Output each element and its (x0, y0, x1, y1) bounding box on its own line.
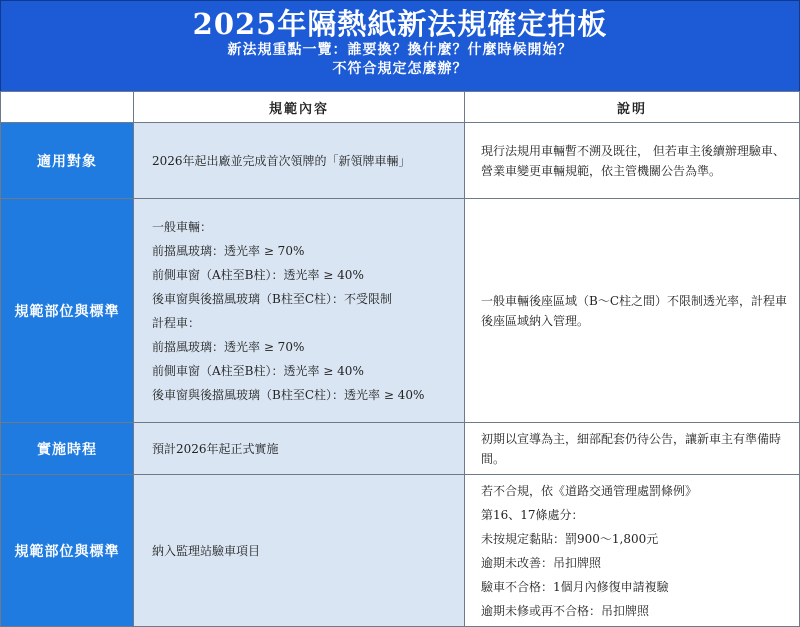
content-line: 納入監理站驗車項目 (152, 543, 261, 558)
table-row (1, 123, 800, 199)
explain-line: 未按規定黏貼：罰900～1,800元 (481, 531, 659, 546)
table-row (1, 475, 800, 627)
content-line: 前擋風玻璃：透光率 ≥ 70% (152, 243, 305, 258)
row-content (134, 423, 465, 475)
content-line: 前擋風玻璃：透光率 ≥ 70% (152, 339, 305, 354)
content-line: 預計2026年起正式實施 (152, 441, 279, 456)
row-explain (465, 475, 800, 627)
header-content: 規範內容 (134, 92, 465, 123)
page-subtitle-1: 新法規重點一覽：誰要換？換什麼？什麼時候開始？ (227, 42, 573, 58)
page-header (0, 0, 800, 92)
table-row (1, 199, 800, 423)
content-line: 前側車窗（A柱至B柱）：透光率 ≥ 40% (152, 267, 364, 282)
header-blank-cell (1, 92, 134, 123)
row-content (134, 199, 465, 423)
row-label: 規範部位與標準 (1, 475, 134, 627)
header-explain: 說明 (465, 92, 800, 123)
explain-line: 逾期未修或再不合格：吊扣牌照 (481, 603, 650, 618)
content-line: 一般車輛： (152, 219, 213, 234)
row-explain: 一般車輛後座區域（B～C柱之間）不限制透光率，計程車後座區域納入管理。 (465, 199, 800, 423)
row-explain: 現行法規用車輛暫不溯及既往， 但若車主後續辦理驗車、營業車變更車輛規範，依主管機關公告為準。 (465, 123, 800, 199)
row-explain: 初期以宣導為主，細部配套仍待公告，讓新車主有準備時間。 (465, 423, 800, 475)
page-title: 2025年隔熱紙新法規確定拍板 (192, 7, 608, 41)
content-line: 2026年起出廠並完成首次領牌的「新領牌車輛」 (152, 153, 411, 168)
row-content (134, 475, 465, 627)
row-label: 規範部位與標準 (1, 199, 134, 423)
content-line: 後車窗與後擋風玻璃（B柱至C柱）：不受限制 (152, 291, 393, 306)
content-line: 計程車： (152, 315, 201, 330)
content-line: 後車窗與後擋風玻璃（B柱至C柱）：透光率 ≥ 40% (152, 387, 425, 402)
table-header-row (1, 92, 800, 123)
explain-line: 第16、17條處分： (481, 507, 584, 522)
explain-line: 逾期未改善：吊扣牌照 (481, 555, 602, 570)
table-row (1, 423, 800, 475)
explain-line: 驗車不合格：1個月內修復申請複驗 (481, 579, 669, 594)
page-subtitle-2: 不符合規定怎麼辦？ (332, 61, 468, 77)
content-line: 前側車窗（A柱至B柱）：透光率 ≥ 40% (152, 363, 364, 378)
row-label: 實施時程 (1, 423, 134, 475)
row-label: 適用對象 (1, 123, 134, 199)
row-content (134, 123, 465, 199)
regulation-table (0, 91, 800, 627)
explain-line: 若不合規，依《道路交通管理處罰條例》 (481, 483, 698, 498)
